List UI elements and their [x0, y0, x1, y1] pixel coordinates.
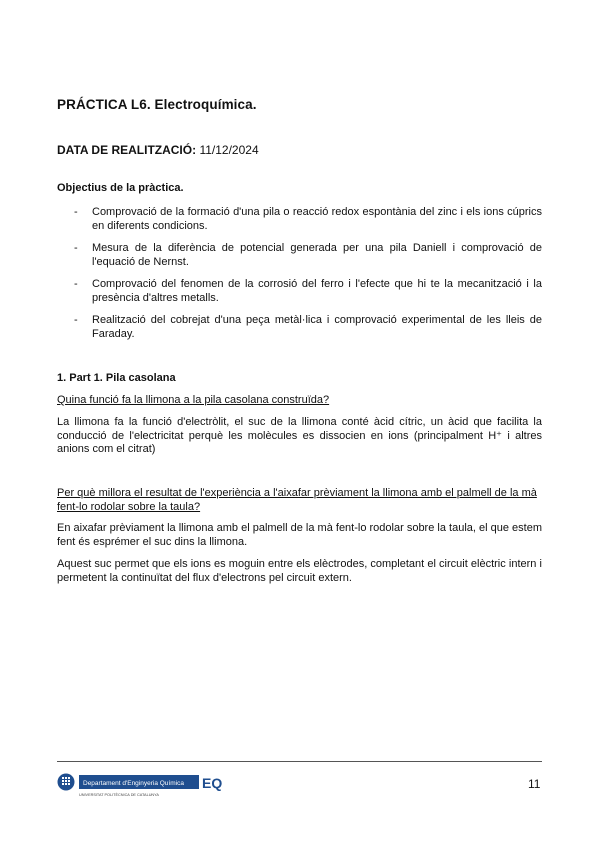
page-number: 11: [528, 777, 541, 791]
university-name: UNIVERSITAT POLITÈCNICA DE CATALUNYA: [79, 793, 159, 797]
department-name: Departament d'Enginyeria Química: [83, 780, 184, 787]
department-logo: [57, 772, 227, 798]
objective-text: Realització del cobrejat d'una peça metàl·lica i comprovació experimental de les lleis de Faraday.: [92, 314, 542, 340]
list-dash: -: [74, 278, 78, 290]
date-value: 11/12/2024: [199, 143, 259, 157]
list-dash: -: [74, 314, 78, 326]
objectives-heading: Objectius de la pràctica.: [57, 182, 184, 194]
answer-2-paragraph-1: En aixafar prèviament la llimona amb el palmell de la mà fent-lo rodolar sobre la taula, el que estem fent és esprémer el suc dins la llimona.: [57, 522, 542, 548]
objective-item: [57, 206, 542, 233]
objective-item: [57, 278, 542, 305]
answer-2-paragraph-2: Aquest suc permet que els ions es moguin entre els elèctrodes, completant el circuit elèctric intern i permetent la continuïtat del flux d'electrons pel circuit extern.: [57, 558, 542, 584]
objectives-list: [57, 206, 542, 350]
question-1: Quina funció fa la llimona a la pila casolana construïda?: [57, 394, 330, 406]
eq-mark: EQ: [202, 775, 223, 791]
objective-text: Comprovació de la formació d'una pila o reacció redox espontània del zinc i els ions cúprics en diferents condicions.: [92, 206, 542, 232]
objective-item: [57, 314, 542, 341]
answer-1: La llimona fa la funció d'electròlit, el suc de la llimona conté àcid cítric, un àcid que facilita la conducció de l'electricitat perquè les molècules es dissocien en ions (principalment H⁺ i altres anions com el citrat): [57, 416, 542, 455]
question-2: Per què millora el resultat de l'experiència a l'aixafar prèviament la llimona amb el palmell de la mà fent-lo rodolar sobre la taula?: [57, 487, 537, 513]
list-dash: -: [74, 206, 78, 218]
footer-divider: [57, 761, 542, 762]
objective-item: [57, 242, 542, 269]
section-heading: 1. Part 1. Pila casolana: [57, 372, 176, 384]
date-label: DATA DE REALITZACIÓ:: [57, 143, 197, 157]
list-dash: -: [74, 242, 78, 254]
objective-text: Mesura de la diferència de potencial generada per una pila Daniell i comprovació de l'equació de Nernst.: [92, 242, 542, 268]
date-line: [57, 143, 259, 157]
objective-text: Comprovació del fenomen de la corrosió del ferro i l'efecte que hi te la mecanització i la presència d'altres metalls.: [92, 278, 542, 304]
document-title: PRÁCTICA L6. Electroquímica.: [57, 97, 257, 112]
